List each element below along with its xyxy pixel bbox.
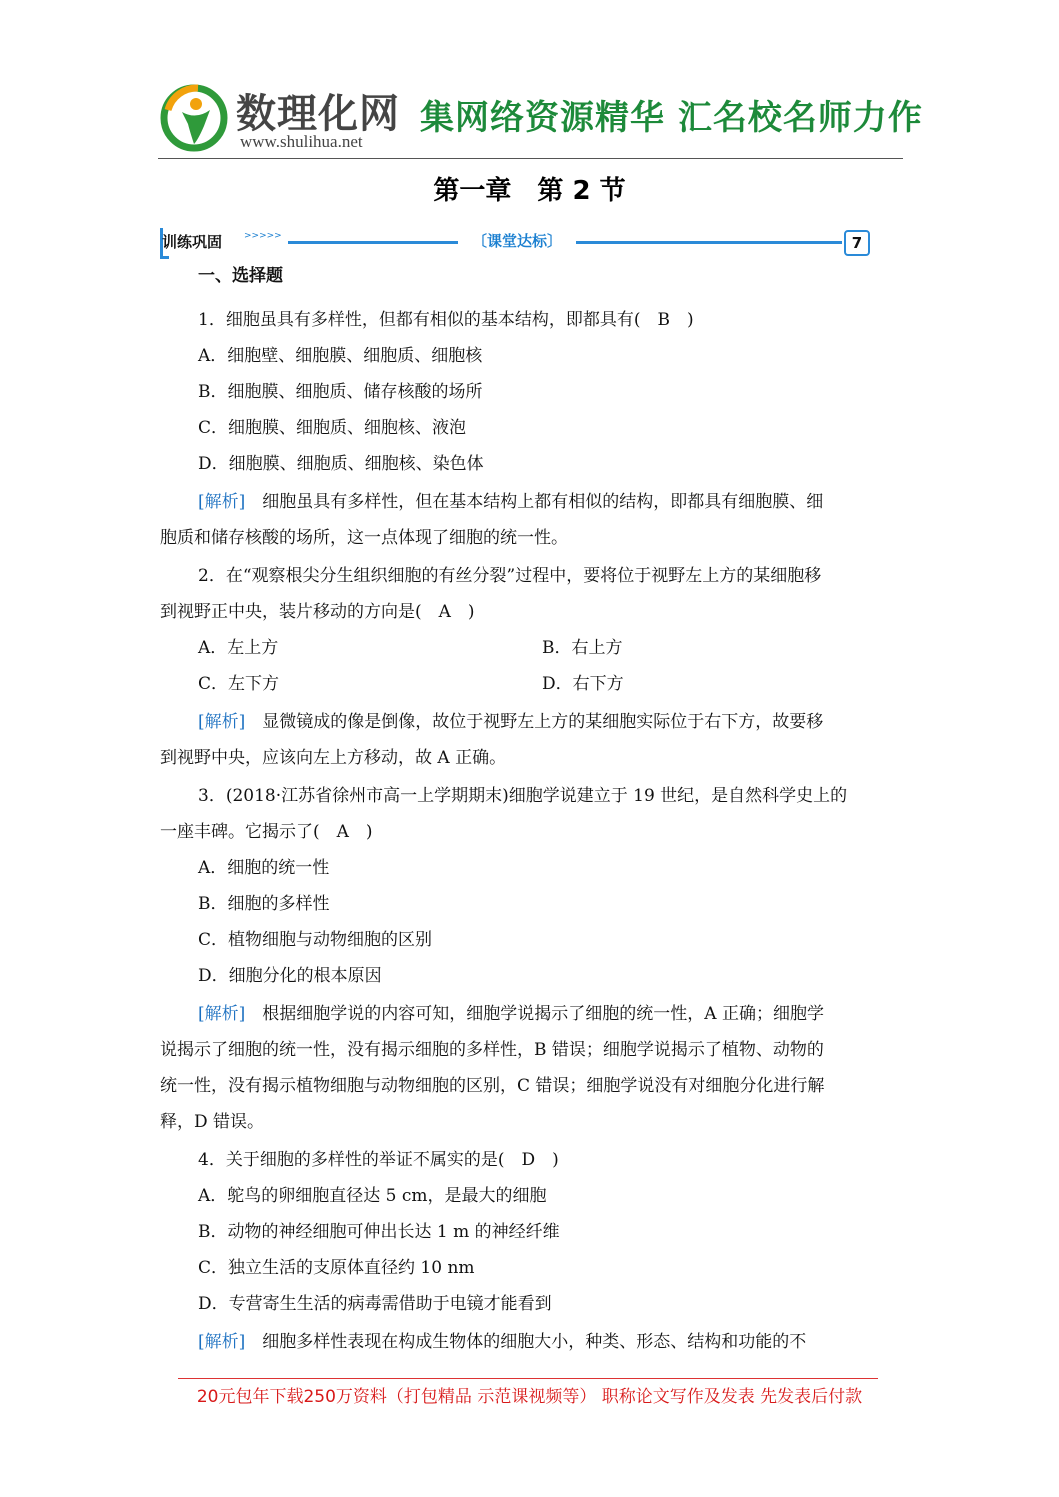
line-text: 4．关于细胞的多样性的举证不属实的是( D )	[198, 1150, 559, 1170]
section-label: 训练巩固	[162, 233, 223, 251]
line-text: C．植物细胞与动物细胞的区别	[198, 930, 433, 950]
header-slogan: 集网络资源精华 汇名校名师力作	[420, 98, 923, 138]
line-text: 一座丰碑。它揭示了( A )	[160, 822, 373, 842]
header-divider	[158, 158, 903, 159]
text-line	[198, 416, 466, 440]
line-text: 细胞多样性表现在构成生物体的细胞大小，种类、形态、结构和功能的不	[245, 1332, 807, 1352]
analysis-tag: [解析]	[198, 1004, 246, 1024]
text-line	[160, 600, 475, 624]
text-line	[198, 928, 432, 952]
text-line	[198, 1292, 552, 1316]
page-header	[158, 78, 923, 160]
section-number-badge: 7	[844, 230, 870, 256]
text-line	[198, 344, 482, 368]
line-text: B．细胞膜、细胞质、储存核酸的场所	[198, 382, 483, 402]
text-line	[542, 672, 624, 696]
line-text: D．专营寄生生活的病毒需借助于电镜才能看到	[198, 1294, 552, 1314]
text-line	[198, 564, 821, 588]
analysis-line	[198, 1002, 824, 1026]
text-line	[160, 526, 568, 550]
line-text: A．左上方	[198, 638, 279, 658]
text-line	[198, 452, 484, 476]
line-text: 一、选择题	[198, 266, 283, 286]
logo-icon	[158, 80, 230, 152]
text-line	[198, 636, 278, 660]
line-text: D．右下方	[542, 674, 624, 694]
line-text: C．细胞膜、细胞质、细胞核、液泡	[198, 418, 467, 438]
line-text: 细胞虽具有多样性，但在基本结构上都有相似的结构，即都具有细胞膜、细	[245, 492, 824, 512]
line-text: 统一性，没有揭示植物细胞与动物细胞的区别，C 错误；细胞学说没有对细胞分化进行解	[160, 1076, 825, 1096]
analysis-line	[198, 490, 823, 514]
analysis-tag: [解析]	[198, 492, 246, 512]
line-text: D．细胞分化的根本原因	[198, 966, 382, 986]
text-line	[542, 636, 623, 660]
line-text: 胞质和储存核酸的场所，这一点体现了细胞的统一性。	[160, 528, 568, 548]
section-arrows: >>>>>	[244, 231, 282, 241]
text-line	[160, 1110, 264, 1134]
line-text: B．细胞的多样性	[198, 894, 330, 914]
text-line	[198, 964, 382, 988]
text-line	[198, 1184, 547, 1208]
text-line	[160, 746, 506, 770]
section-bar	[160, 228, 872, 258]
line-text: B．右上方	[542, 638, 623, 658]
text-line	[198, 1220, 560, 1244]
line-text: D．细胞膜、细胞质、细胞核、染色体	[198, 454, 484, 474]
text-line	[198, 264, 283, 288]
line-text: 到视野正中央，装片移动的方向是( A )	[160, 602, 475, 622]
line-text: 3．(2018·江苏省徐州市高一上学期期末)细胞学说建立于 19 世纪，是自然科学史上的	[198, 786, 848, 806]
line-text: 说揭示了细胞的统一性，没有揭示细胞的多样性，B 错误；细胞学说揭示了植物、动物的	[160, 1040, 824, 1060]
analysis-tag: [解析]	[198, 712, 246, 732]
line-text: B．动物的神经细胞可伸出长达 1 m 的神经纤维	[198, 1222, 560, 1242]
footer-divider	[178, 1378, 878, 1379]
logo-url: www.shulihua.net	[240, 132, 363, 151]
line-text: 到视野中央，应该向左上方移动，故 A 正确。	[160, 748, 507, 768]
text-line	[160, 820, 373, 844]
text-line	[198, 308, 694, 332]
line-text: C．左下方	[198, 674, 280, 694]
text-line	[198, 856, 329, 880]
line-text: 1．细胞虽具有多样性，但都有相似的基本结构，即都具有( B )	[198, 310, 694, 330]
analysis-tag: [解析]	[198, 1332, 246, 1352]
section-line-left	[288, 241, 458, 244]
text-line	[198, 892, 330, 916]
line-text: 根据细胞学说的内容可知，细胞学说揭示了细胞的统一性，A 正确；细胞学	[245, 1004, 824, 1024]
text-line	[160, 1074, 824, 1098]
text-line	[198, 672, 279, 696]
text-line	[198, 1148, 559, 1172]
footer-ad: 20元包年下载250万资料（打包精品 示范课视频等） 职称论文写作及发表 先发表后付款	[196, 1387, 863, 1407]
line-text: A．细胞壁、细胞膜、细胞质、细胞核	[198, 346, 483, 366]
line-text: 释，D 错误。	[160, 1112, 265, 1132]
text-line	[198, 380, 483, 404]
text-line	[160, 1038, 824, 1062]
line-text: 2．在“观察根尖分生组织细胞的有丝分裂”过程中，要将位于视野左上方的某细胞移	[198, 566, 822, 586]
text-line	[198, 1256, 475, 1280]
section-line-right	[576, 241, 842, 244]
page-title: 第一章 第 2 节	[433, 176, 626, 206]
line-text: A．细胞的统一性	[198, 858, 330, 878]
line-text: 显微镜成的像是倒像，故位于视野左上方的某细胞实际位于右下方，故要移	[245, 712, 824, 732]
logo-text: 数理化网	[236, 91, 400, 137]
line-text: A．鸵鸟的卵细胞直径达 5 cm，是最大的细胞	[198, 1186, 547, 1206]
analysis-line	[198, 1330, 806, 1354]
text-line	[198, 784, 847, 808]
section-center-label: 〔课堂达标〕	[471, 232, 562, 250]
analysis-line	[198, 710, 823, 734]
line-text: C．独立生活的支原体直径约 10 nm	[198, 1258, 475, 1278]
